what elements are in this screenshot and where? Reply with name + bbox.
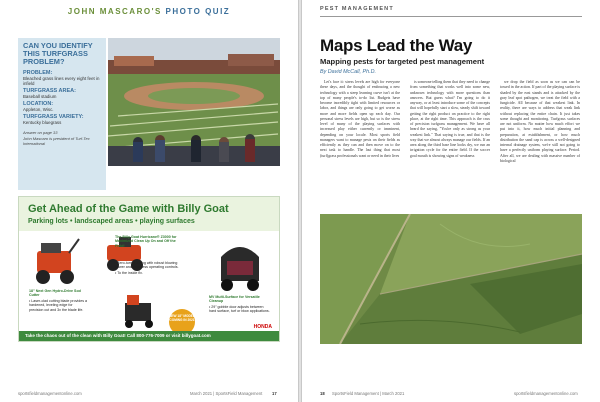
column-1-text: Let's face it: stress levels are high for everyone these days, and the thought of embracing a new technology with a steep learning curve isn't at the top of many people's to-do list. Budgets have become incredibly tight with limited resources or labor, and things are only going to get worse as more and more fields open up each day. Our personal stress levels are high, but so is the stress level of many of the playing surfaces with increased play either currently or imminent, depending on your locale. Most sports field managers want to manage pests on their fields as efficiently as they can and then move on to the next task to handle. The last thing that most (turf)grass professionals want or need in their lives xyxy=(320,80,400,158)
stadium-photo xyxy=(108,38,280,166)
left-page xyxy=(0,0,298,402)
vacuum-title: MV Multi-Surface for Versatile Cleanup xyxy=(209,295,260,304)
column-3-text: we drop the field as soon as we can can be tossed in the action. If part of the playing surface is shaded by the east stands and is attacked by the gray leaf spot pathogen, we treat the field with a fungicide. All because of that weakest link. In reality, there are ways to address that weak link without replacing the entire chain. It just takes some thought and monitoring. Turfgrass surfaces are not uniform. No matter how much effort we put into it, how much initial planning and preparation, at establishment, or how much distribution the sand cap is across a well-designed internal drainage system, we're still not going to have a perfectly uniform playing surface. Period. After all, we are dealing with massive number of biological xyxy=(500,80,580,163)
walk-behind-vacuum-image xyxy=(213,237,267,293)
area-value: Baseball stadium xyxy=(23,94,57,99)
aerial-field-photo xyxy=(320,214,582,344)
article-deck: Mapping pests for targeted pest management xyxy=(320,57,485,66)
left-folio-url: sportsfieldmanagementonline.com xyxy=(18,391,82,396)
article-column-2 xyxy=(410,80,490,208)
problem-value: Bleached grass lines every eight feet in infield xyxy=(23,76,100,86)
quiz-title: CAN YOU IDENTIFY THIS TURFGRASS PROBLEM? xyxy=(23,41,93,66)
edger-body: • Laser-clad cutting blade provides a hardened, leveling edge for precision cut and 3x the blade life. xyxy=(29,299,87,312)
problem-label: PROBLEM: xyxy=(23,70,53,76)
article-column-1 xyxy=(320,80,400,210)
ad-title: Get Ahead of the Game with Billy Goat xyxy=(28,203,229,215)
ad-footer-text: Take the chaos out of the clean with Billy Goat! Call 800-776-7009 or visit billygoat.com xyxy=(25,333,211,338)
new-model-starburst: NEW 18" MODEL COMING IN 2021 xyxy=(169,309,195,335)
article-title: Maps Lead the Way xyxy=(320,36,473,55)
hurricane-body-2: • To the inside fix. xyxy=(115,271,143,275)
edger-title: 18" Next Gen Hydro-Drive Sod Cutter xyxy=(29,289,81,298)
header-prefix: JOHN MASCARO'S xyxy=(67,7,166,16)
section-label: PEST MANAGEMENT xyxy=(320,6,394,12)
answer-reference: Answer on page 33 xyxy=(23,130,58,135)
variety-label: TURFGRASS VARIETY: xyxy=(23,114,84,120)
ad-header xyxy=(19,197,279,231)
photo-quiz-header xyxy=(0,7,298,16)
left-page-number: 17 xyxy=(272,391,277,396)
section-rule xyxy=(320,16,582,17)
right-page-number: 18 xyxy=(320,391,325,396)
location-value: Appleton, Wisc. xyxy=(23,107,54,112)
right-page xyxy=(302,0,600,402)
hurricane-body: • Zero-turn steering with robust blowing power and seamless operating controls. xyxy=(115,261,179,270)
ad-subtitle: Parking lots • landscaped areas • playing surfaces xyxy=(28,218,195,225)
article-column-3 xyxy=(500,80,580,212)
right-folio-url: sportsfieldmanagementonline.com xyxy=(514,391,578,396)
column-2-text: is someone telling them that they need to change from something that works well into some new, unknown technology with more questions than answers. But guess what? I'm going to do it anyway, or at least introduce some of the concepts that will hopefully start a slow, steady shift toward getting the right product on practice to the right place, at the right time. This approach is the crux of precision turfgrass management. We have all heard the saying, "You're only as strong as your weakest link." That saying is true, and that is the way that we almost always manage our fields. If an area along the third base line looks dry, we run an irrigation cycle for the entire field. If the soccer goal mouth is showing signs of weakness xyxy=(410,80,490,158)
right-folio-issue: SportsField Management | March 2021 xyxy=(332,391,405,396)
header-suffix: PHOTO QUIZ xyxy=(165,7,231,16)
author-credit: John Mascaro is president of Turf-Tec International xyxy=(23,136,90,146)
ad-footer-bar xyxy=(19,331,279,341)
quiz-info-box xyxy=(18,38,106,190)
article-byline: By David McCall, Ph.D. xyxy=(320,69,377,75)
honda-logo: HONDA xyxy=(253,324,272,330)
vacuum-body: • 29" gobble door adjusts between hard surface, turf or blow applications. xyxy=(209,305,270,314)
sod-cutter-image xyxy=(31,237,81,289)
hurricane-title: The Billy Goat Hurricane® Z3000 for Maximized Clean Up On and Off the Field! xyxy=(115,235,177,248)
location-label: LOCATION: xyxy=(23,101,54,107)
billy-goat-ad xyxy=(18,196,280,342)
left-folio-issue: March 2021 | SportsField Management xyxy=(190,391,263,396)
vacuum-image xyxy=(119,289,159,329)
variety-value: Kentucky bluegrass xyxy=(23,120,62,125)
area-label: TURFGRASS AREA: xyxy=(23,88,76,94)
